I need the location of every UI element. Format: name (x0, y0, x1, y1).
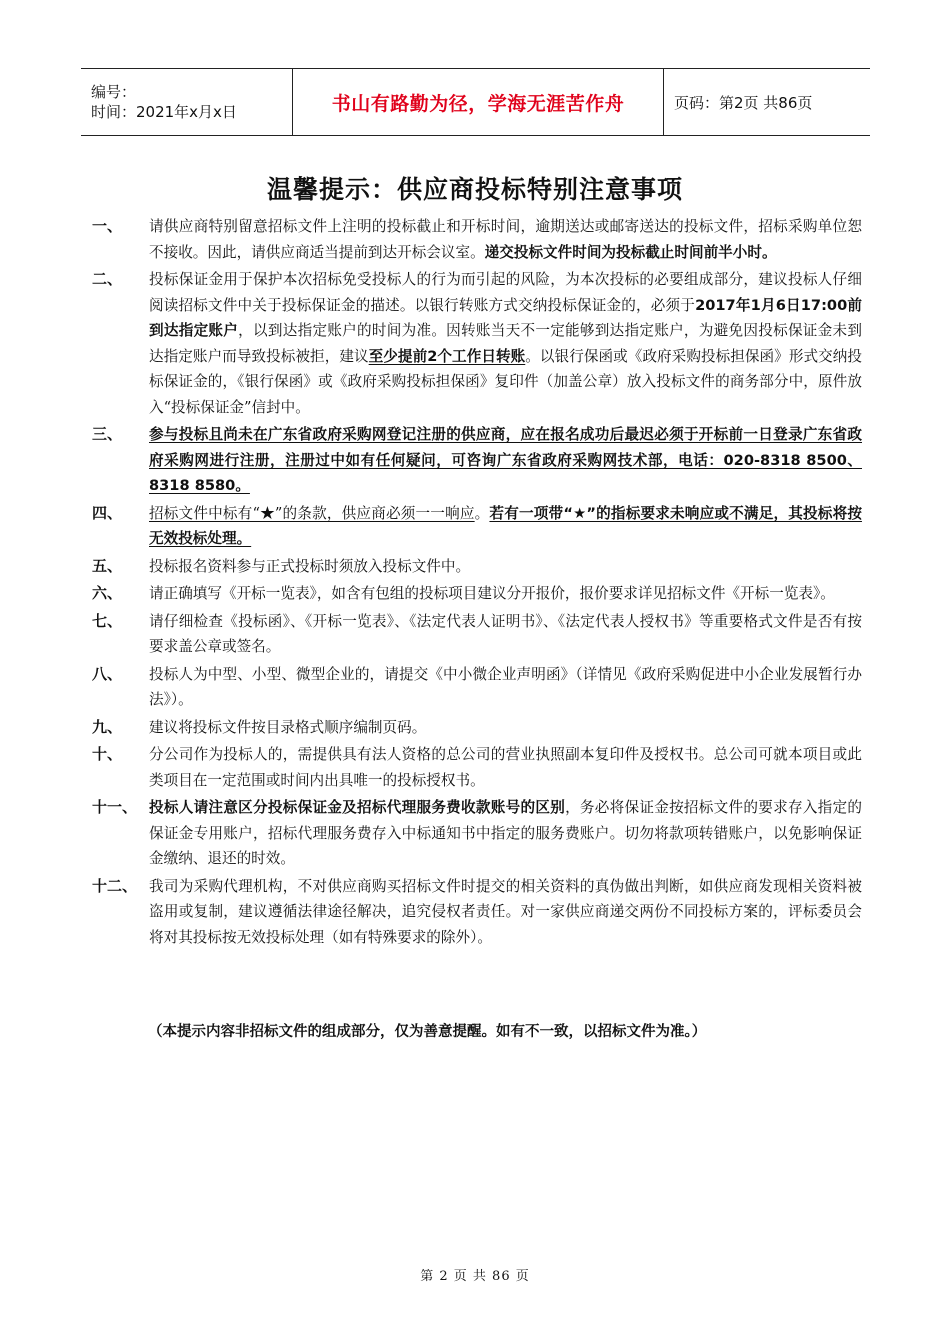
item-text: 。 (474, 504, 490, 522)
star-clause-text: 招标文件中标有“★”的条款，供应商必须一一响应 (149, 504, 475, 522)
item-text: 投标人为中型、小型、微型企业的，请提交《中小微企业声明函》（详情见《政府采购促进中小企业发展暂行办法》）。 (149, 665, 862, 708)
item-number: 六、 (92, 584, 123, 602)
notice-list (92, 214, 862, 952)
item-text: 我司为采购代理机构，不对供应商购买招标文件时提交的相关资料的真伪做出判断，如供应商发现相关资料被盗用或复制，建议遵循法律途径解决，追究侵权者责任。对一家供应商递交两份不同投标方案的，评标委员会将对其投标按无效投标处理（如有特殊要求的除外）。 (149, 877, 862, 946)
item-text: 投标报名资料参与正式投标时须放入投标文件中。 (149, 557, 471, 575)
document-header (81, 68, 870, 136)
motto: 书山有路勤为径，学海无涯苦作舟 (331, 92, 625, 115)
list-item (92, 715, 862, 741)
item-number: 五、 (92, 556, 123, 575)
item-number: 七、 (92, 611, 123, 630)
item-number: 九、 (92, 717, 123, 736)
registration-notice: 参与投标且尚未在广东省政府采购网登记注册的供应商，应在报名成功后最迟必须于开标前一日登录广东省政府采购网进行注册，注册过中如有任何疑问，可咨询广东省政府采购网技术部，电话：020-8318 8500、8318 8580。 (149, 426, 862, 494)
item-number: 十一、 (92, 798, 138, 816)
list-item (92, 874, 862, 951)
item-text: 。以银行保函或《政府采购投标担保函》形式交纳投标保证金的，《银行保函》或《政府采购投标担保函》复印件（加盖公章）放入投标文件的商务部分中，原件放入“投标保证金”信封中。 (149, 347, 862, 416)
list-item (92, 267, 862, 420)
item-number: 八、 (92, 664, 123, 683)
list-item (92, 609, 862, 660)
disclaimer-note: （本提示内容非招标文件的组成部分，仅为善意提醒。如有不一致，以招标文件为准。） (148, 1024, 707, 1040)
item-text: 分公司作为投标人的，需提供具有法人资格的总公司的营业执照副本复印件及授权书。总公司可就本项目或此类项目在一定范围或时间内出具唯一的投标授权书。 (149, 746, 862, 789)
item-text: 建议将投标文件按目录格式顺序编制页码。 (149, 718, 427, 736)
item-text: 请仔细检查《投标函》、《开标一览表》、《法定代表人证明书》、《法定代表人授权书》等重要格式文件是否有按要求盖公章或签名。 (149, 612, 862, 655)
deadline-text: 2017年1月6日17:00前到达指定账户 (149, 296, 862, 339)
item-number: 四、 (92, 503, 123, 522)
item-number: 一、 (92, 217, 123, 235)
item-number: 二、 (92, 270, 123, 288)
item-text: 投标保证金用于保护本次招标免受投标人的行为而引起的风险，为本次投标的必要组成部分，建议投标人仔细阅读招标文件中关于投标保证金的描述。以银行转账方式交纳投标保证金的，必须于 (149, 271, 862, 314)
item-bold-text: 递交投标文件时间为投标截止时间前半小时。 (484, 243, 777, 261)
item-number: 三、 (92, 425, 123, 443)
account-warning: 投标人请注意区分投标保证金及招标代理服务费收款账号的区别 (149, 799, 566, 816)
page-info: 页码：第2页 共86页 (674, 93, 813, 112)
number-label: 编号： (91, 83, 137, 101)
header-meta (81, 69, 293, 136)
list-item (92, 795, 862, 872)
list-item (92, 214, 862, 265)
date-label: 时间：2021年x月x日 (91, 103, 237, 121)
item-text: ，务必将保证金按招标文件的要求存入指定的保证金专用账户，招标代理服务费存入中标通知书中指定的服务费账户。切勿将款项转错账户，以免影响保证金缴纳、退还的时效。 (149, 799, 862, 867)
item-text: 请正确填写《开标一览表》，如含有包组的投标项目建议分开报价，报价要求详见招标文件《开标一览表》。 (149, 585, 835, 602)
item-number: 十二、 (92, 876, 138, 895)
list-item (92, 422, 862, 499)
list-item (92, 501, 862, 552)
star-clause-warning: 若有一项带“★”的指标要求未响应或不满足，其投标将按无效投标处理。 (149, 504, 862, 547)
list-item (92, 554, 862, 580)
list-item (92, 742, 862, 793)
item-text: ，以到达指定账户的时间为准。因转账当天不一定能够到达指定账户，为避免因投标保证金未到达指定账户而导致投标被拒，建议 (149, 322, 862, 365)
page-footer: 第 2 页 共 86 页 (420, 1269, 530, 1284)
transfer-advice: 至少提前2个工作日转账 (368, 347, 526, 365)
header-motto-cell (293, 69, 664, 136)
item-text: 请供应商特别留意招标文件上注明的投标截止和开标时间，逾期送达或邮寄送达的投标文件，招标采购单位恕不接收。因此，请供应商适当提前到达开标会议室。 (149, 218, 862, 261)
list-item (92, 581, 862, 607)
document-title: 温馨提示：供应商投标特别注意事项 (266, 175, 683, 204)
item-number: 十、 (92, 745, 123, 763)
list-item (92, 662, 862, 713)
